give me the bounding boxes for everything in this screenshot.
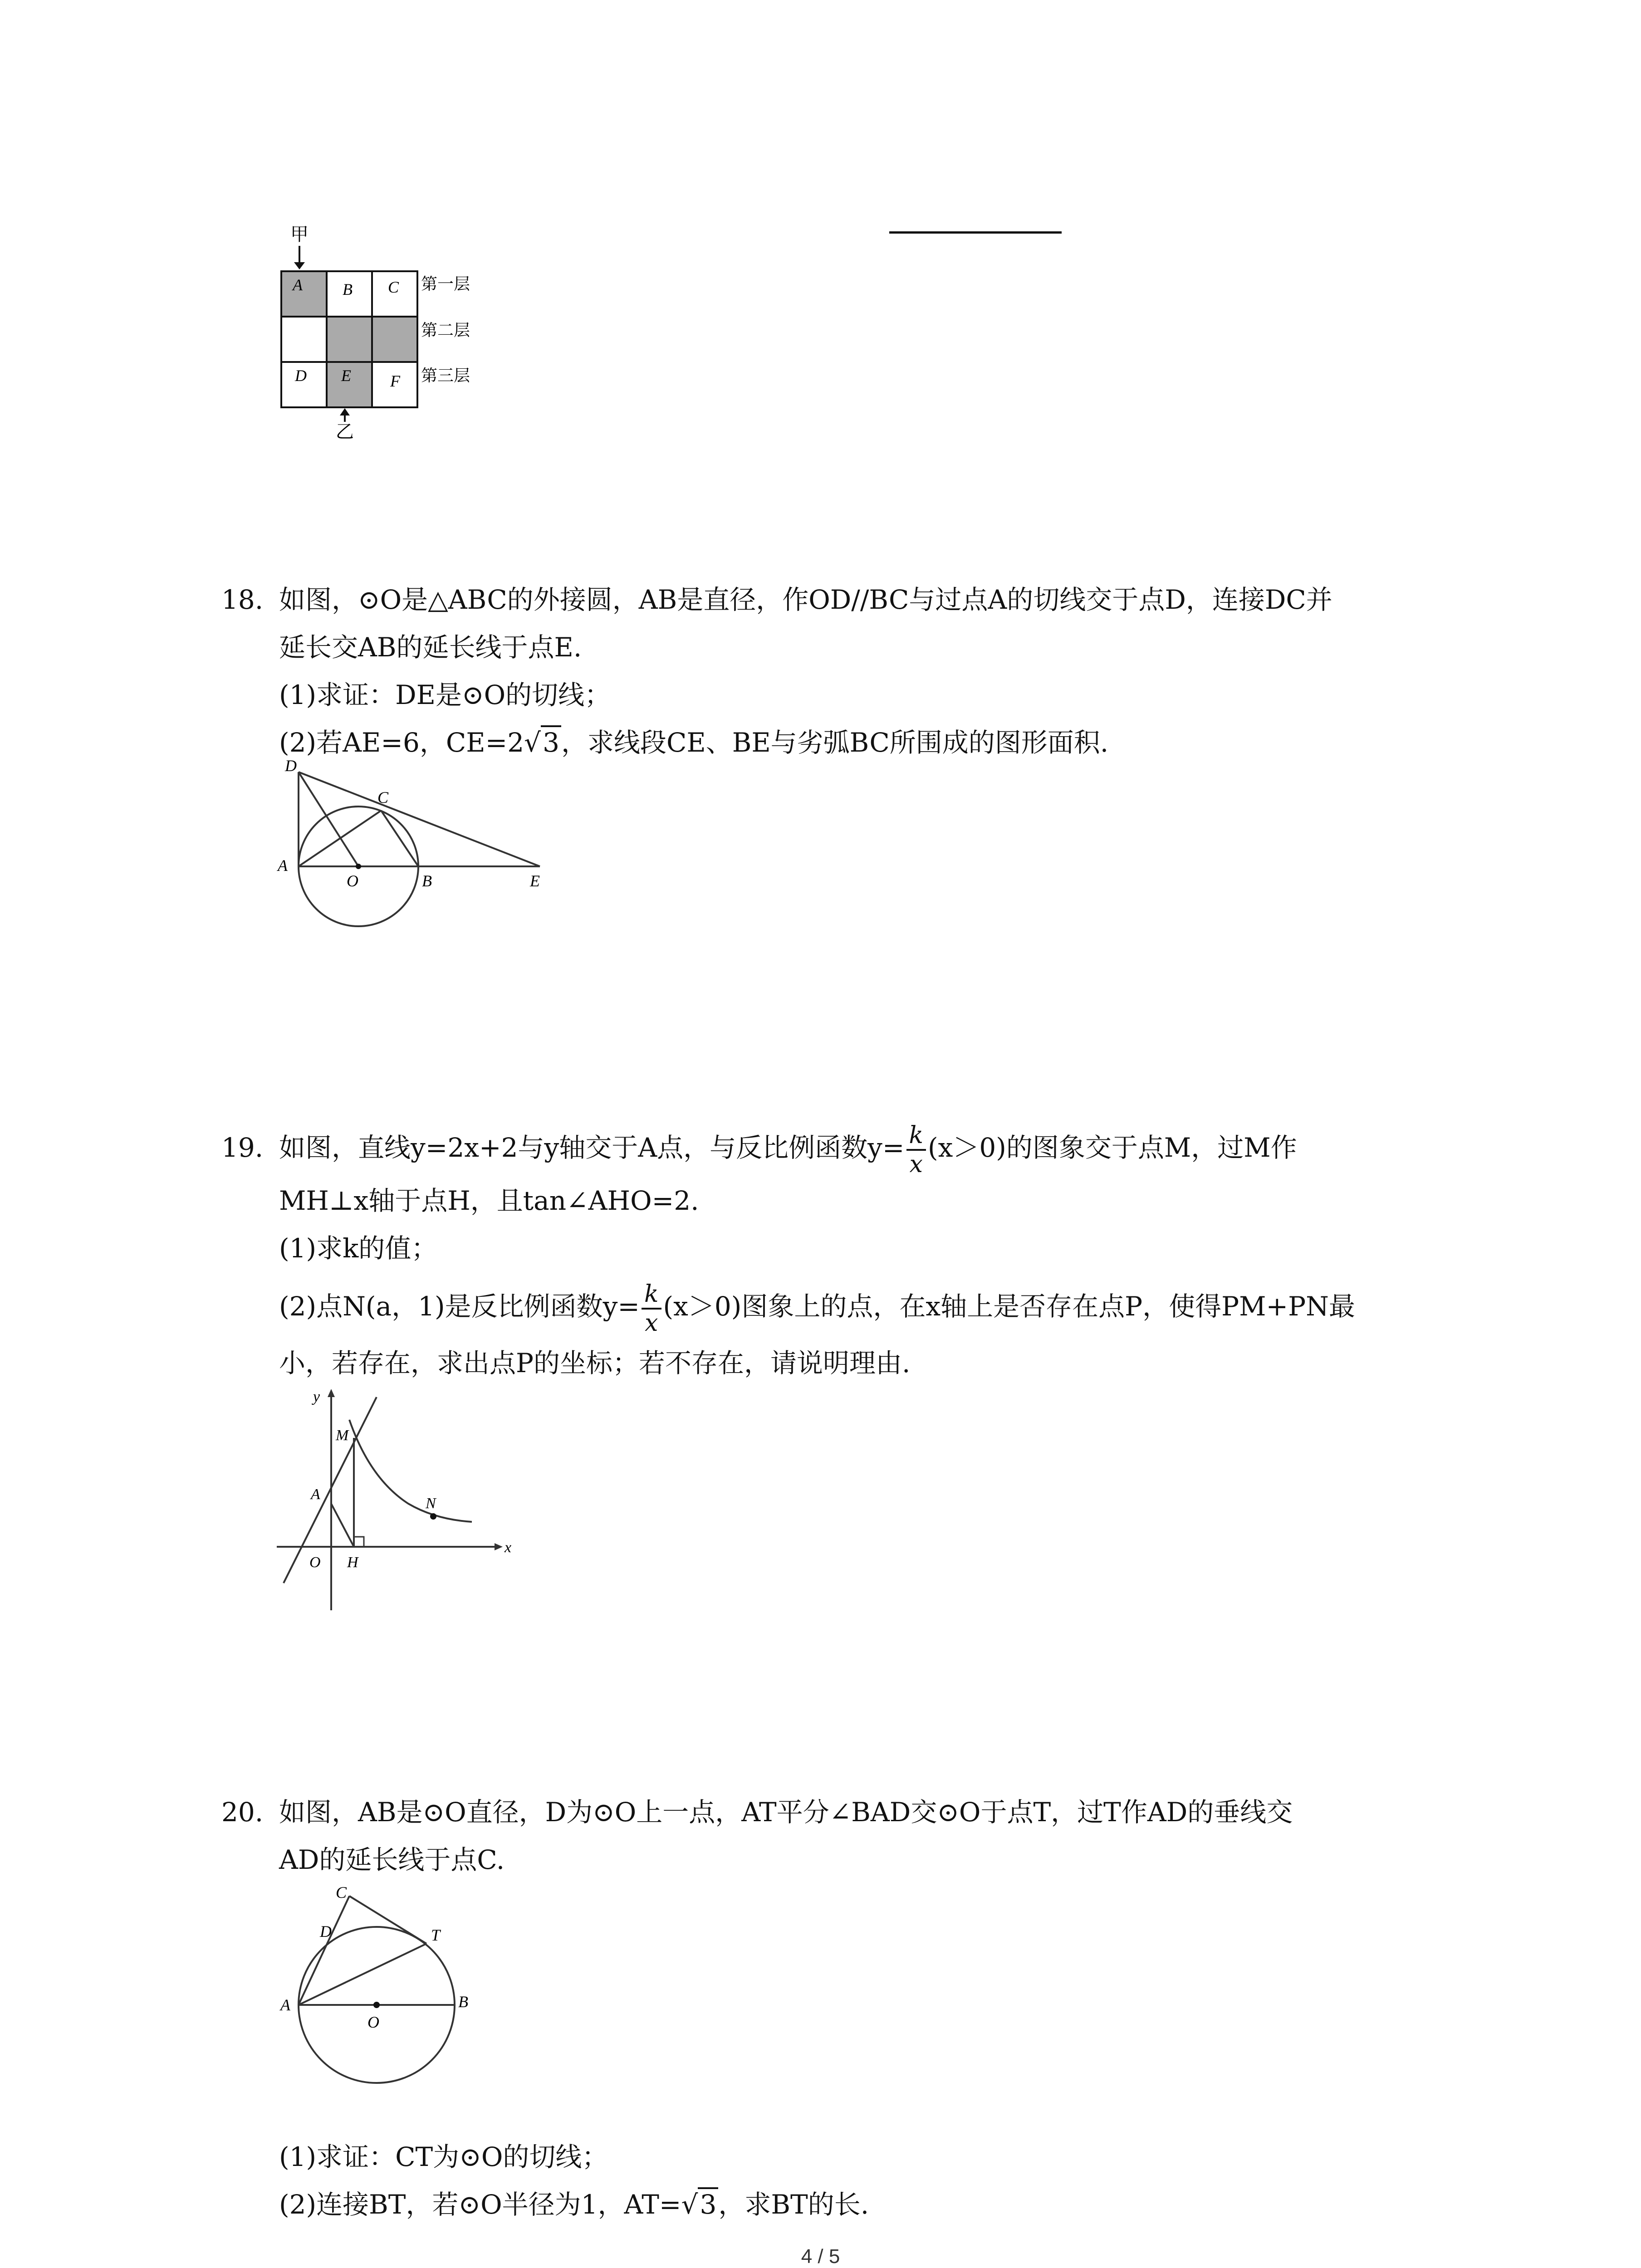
q18-label-e: E	[530, 872, 540, 890]
q20-segment-ac	[299, 1896, 349, 2005]
q20-label-b: B	[458, 1993, 468, 2011]
q18-center-dot	[356, 864, 361, 869]
q19-label-h: H	[347, 1554, 358, 1571]
grid-label-e: E	[341, 367, 351, 385]
q20-part1: (1)求证：CT为⊙O的切线；	[279, 2141, 608, 2172]
q18-line-1: 如图，⊙O是△ABC的外接圆，AB是直径，作OD//BC与过点A的切线交于点D，连接DC并	[279, 584, 1332, 615]
q19-x-axis-arrow	[495, 1543, 503, 1550]
q19-line-1	[279, 1111, 1297, 1184]
grid-layer-2: 第二层	[421, 321, 470, 339]
q20-label-o: O	[367, 2013, 379, 2031]
q18-part1: (1)求证：DE是⊙O的切线；	[279, 679, 611, 710]
q18-segment-de	[299, 772, 540, 866]
q19-line-3: (1)求k的值；	[279, 1233, 438, 1264]
q18-label-b: B	[422, 872, 432, 890]
q20-part2-after: ，求BT的长.	[718, 2189, 869, 2220]
grid-top-arrowhead	[294, 262, 305, 269]
q20-label-c: C	[336, 1883, 347, 1901]
q18-line-2: 延长交AB的延长线于点E.	[279, 632, 582, 663]
q18-part2-after: ，求线段CE、BE与劣弧BC所围成的图形面积.	[561, 727, 1109, 758]
q20-sqrt: √3	[681, 2186, 719, 2223]
q20-line-2: AD的延长线于点C.	[279, 1844, 505, 1875]
q19-line-4	[279, 1270, 1355, 1343]
q20-segment-ct	[349, 1896, 426, 1944]
grid-top-label: 甲	[290, 224, 309, 244]
q19-frac2-num: k	[642, 1281, 661, 1310]
grid-figure	[254, 222, 508, 440]
q19-number: 19.	[221, 1132, 264, 1163]
q19-label-n: N	[426, 1495, 436, 1512]
q18-segment-do	[299, 772, 358, 866]
q18-label-a: A	[278, 856, 288, 875]
q20-figure	[272, 1878, 508, 2123]
q19-frac2-den: x	[645, 1309, 658, 1337]
q19-label-m: M	[336, 1427, 349, 1444]
grid-label-f: F	[390, 372, 400, 390]
q18-label-d: D	[285, 758, 297, 775]
q19-fraction-2	[642, 1281, 661, 1337]
q20-part2	[279, 2186, 869, 2223]
q19-line4-before: (2)点N(a，1)是反比例函数y=	[279, 1291, 640, 1322]
grid-label-a: A	[293, 276, 303, 294]
q19-label-o: O	[309, 1554, 321, 1571]
q19-line-5: 小，若存在，求出点P的坐标；若不存在，请说明理由.	[279, 1348, 911, 1378]
q19-figure	[272, 1383, 526, 1619]
grid-cell-r2c3	[372, 317, 417, 362]
grid-layer-3: 第三层	[421, 367, 470, 385]
q20-line-1: 如图，AB是⊙O直径，D为⊙O上一点，AT平分∠BAD交⊙O于点T，过T作AD的垂线交	[279, 1797, 1293, 1828]
q19-y-axis-arrow	[328, 1389, 335, 1397]
grid-label-c: C	[388, 278, 399, 296]
grid-cell-r2c1	[281, 317, 327, 362]
q19-line4-after: (x＞0)图象上的点，在x轴上是否存在点P，使得PM+PN最	[663, 1291, 1355, 1322]
answer-blank-line	[889, 231, 1062, 234]
q20-label-a: A	[280, 1996, 290, 2014]
q19-label-x: x	[505, 1539, 512, 1556]
q19-line1-before: 如图，直线y=2x+2与y轴交于A点，与反比例函数y=	[279, 1132, 905, 1163]
grid-label-d: D	[295, 367, 307, 385]
q19-label-a: A	[311, 1486, 320, 1503]
q20-part2-before: (2)连接BT，若⊙O半径为1，AT=	[279, 2189, 681, 2220]
q18-sqrt: √3	[524, 724, 561, 761]
q19-line-2: MH⊥x轴于点H，且tan∠AHO=2.	[279, 1185, 699, 1216]
q19-frac1-den: x	[909, 1150, 923, 1178]
q20-label-t: T	[431, 1926, 441, 1944]
q18-segment-ac	[299, 811, 381, 866]
q18-radicand: 3	[541, 725, 561, 758]
q19-frac1-num: k	[906, 1122, 926, 1151]
q20-center-dot	[373, 2002, 380, 2008]
grid-bottom-label: 乙	[336, 421, 354, 440]
q19-segment-ah	[331, 1504, 354, 1547]
q18-label-o: O	[347, 872, 358, 890]
q18-label-c: C	[377, 788, 389, 807]
q19-right-angle-mark	[354, 1537, 364, 1547]
q19-line-y2x2	[284, 1397, 377, 1583]
q20-radicand: 3	[698, 2187, 718, 2220]
q18-part2-before: (2)若AE=6，CE=2	[279, 727, 524, 758]
q18-part2	[279, 724, 1108, 761]
page-number: 4 / 5	[801, 2245, 840, 2268]
grid-bottom-arrowhead	[340, 408, 350, 415]
q18-figure	[272, 758, 563, 993]
q18-segment-cb	[381, 811, 418, 866]
grid-label-b: B	[343, 280, 353, 298]
q19-fraction-1	[906, 1122, 926, 1178]
q19-hyperbola	[349, 1420, 472, 1522]
q19-point-n	[430, 1513, 436, 1520]
q19-line1-after: (x＞0)的图象交于点M，过M作	[928, 1132, 1297, 1163]
q18-number: 18.	[221, 584, 264, 615]
q19-label-y: y	[313, 1388, 320, 1405]
grid-cell-a	[281, 271, 327, 317]
grid-layer-1: 第一层	[421, 275, 470, 293]
grid-cell-r2c2	[327, 317, 372, 362]
q20-label-d: D	[320, 1922, 332, 1941]
q20-number: 20.	[221, 1797, 264, 1828]
